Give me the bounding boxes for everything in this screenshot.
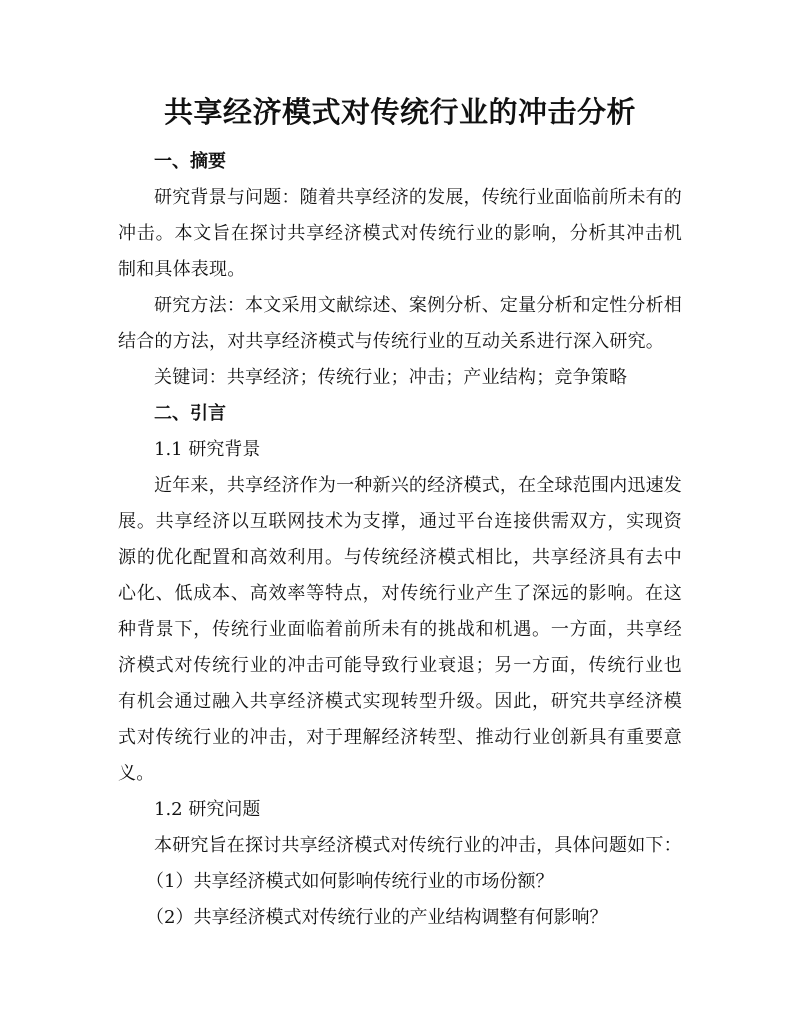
document-body	[118, 144, 682, 936]
research-background-paragraph: 近年来，共享经济作为一种新兴的经济模式，在全球范围内迅速发展。共享经济以互联网技术为支撑，通过平台连接供需双方，实现资源的优化配置和高效利用。与传统经济模式相比，共享经济具有去中心化、低成本、高效率等特点，对传统行业产生了深远的影响。在这种背景下，传统行业面临着前所未有的挑战和机遇。一方面，共享经济模式对传统行业的冲击可能导致行业衰退；另一方面，传统行业也有机会通过融入共享经济模式实现转型升级。因此，研究共享经济模式对传统行业的冲击，对于理解经济转型、推动行业创新具有重要意义。	[118, 475, 682, 784]
research-question-item: （1）共享经济模式如何影响传统行业的市场份额？	[146, 871, 554, 892]
document-title: 共享经济模式对传统行业的冲击分析	[163, 95, 636, 129]
abstract-heading: 一、摘要	[154, 151, 226, 172]
intro-heading: 二、引言	[154, 403, 226, 424]
keywords-paragraph: 关键词：共享经济；传统行业；冲击；产业结构；竞争策略	[154, 367, 628, 388]
research-questions-intro: 本研究旨在探讨共享经济模式对传统行业的冲击，具体问题如下：	[154, 835, 682, 856]
research-questions-heading: 1.2 研究问题	[154, 799, 261, 820]
research-question-item: （2）共享经济模式对传统行业的产业结构调整有何影响？	[146, 907, 608, 928]
abstract-methods-paragraph: 研究方法：本文采用文献综述、案例分析、定量分析和定性分析相结合的方法，对共享经济模式与传统行业的互动关系进行深入研究。	[118, 295, 682, 352]
research-background-heading: 1.1 研究背景	[154, 439, 261, 460]
abstract-background-paragraph: 研究背景与问题：随着共享经济的发展，传统行业面临前所未有的冲击。本文旨在探讨共享经济模式对传统行业的影响，分析其冲击机制和具体表现。	[118, 187, 682, 280]
